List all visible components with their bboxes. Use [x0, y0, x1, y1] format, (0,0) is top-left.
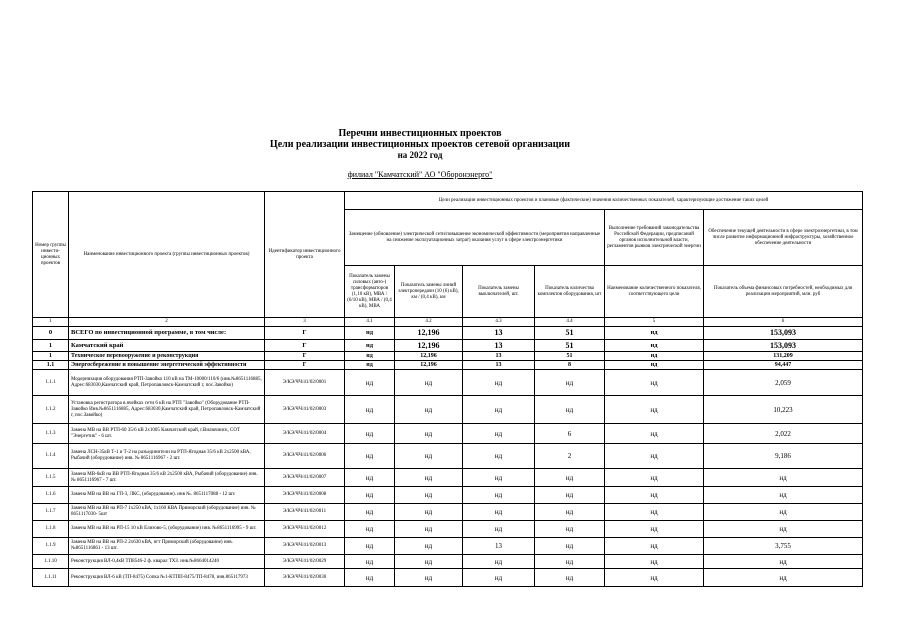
col-number: 4.1	[345, 318, 395, 327]
row-v6: нд	[704, 569, 863, 587]
row-v41: нд	[345, 469, 395, 487]
row-v42: 12,196	[395, 327, 463, 340]
table-row	[33, 555, 863, 569]
header-legislation: Выполнение требований законодательства Российской Федерации, предписаний органов исполнительной власти, регламентов рынков электрической энергии	[605, 210, 704, 266]
row-number: 0	[33, 327, 69, 340]
row-v42: 12,196	[395, 352, 463, 361]
row-v6: 94,447	[704, 361, 863, 370]
col-number: 5	[605, 318, 704, 327]
row-v5: нд	[605, 340, 704, 352]
row-v43: нд	[463, 396, 535, 424]
row-v6: 2,059	[704, 370, 863, 396]
row-identifier: Э/КЭ/ЧЧ/41/02/0006	[265, 444, 345, 469]
row-v42: 12,196	[395, 361, 463, 370]
row-v41: нд	[345, 361, 395, 370]
row-v5: нд	[605, 555, 704, 569]
row-identifier: Г	[265, 361, 345, 370]
row-identifier: Э/КЭ/ЧЧ/41/02/0004	[265, 424, 345, 444]
row-project-name: Замена МВ на ВВ на РП-7 1х250 кВА, 1х160 КВА Приморский (оборудование) инв. № 8651117030- 5шт	[69, 504, 265, 521]
col-number: 1	[33, 318, 69, 327]
header-group-no: Номер группы инвеcти-ционных проектов	[33, 192, 69, 318]
row-identifier: Э/КЭ/ЧЧ/41/02/0001	[265, 370, 345, 396]
row-v5: нд	[605, 504, 704, 521]
row-v42: нд	[395, 487, 463, 504]
row-project-name: Замена МВ на ВВ на РП-2 2х630 кВА, пгт Приморский (оборудование) инв. №8651116861 - 13 шт.	[69, 538, 265, 555]
row-v6: нд	[704, 469, 863, 487]
row-v6: 9,186	[704, 444, 863, 469]
col-number: 3	[265, 318, 345, 327]
row-v44: нд	[535, 396, 605, 424]
row-identifier: Г	[265, 340, 345, 352]
table-row	[33, 370, 863, 396]
row-project-name: Энергосбережение и повышение энергетической эффективности	[69, 361, 265, 370]
row-project-name: Замена МВ-6кВ на ВВ РТП-Ягодная 35/6 кВ 2х2500 кВА, Рыбачий (оборудование) инв. № 8651116967 - 7 шт.	[69, 469, 265, 487]
row-v5: нд	[605, 396, 704, 424]
row-project-name: Замена МВ на ВВ на РП-15 10 кВ Елизово-5, (оборудование) инв. №8651116995 - 9 шт.	[69, 521, 265, 538]
row-number: 1	[33, 340, 69, 352]
table-row	[33, 396, 863, 424]
row-v43: 13	[463, 352, 535, 361]
row-v42: нд	[395, 396, 463, 424]
row-v44: нд	[535, 555, 605, 569]
row-v43: нд	[463, 504, 535, 521]
row-project-name: Реконструкция ВЛ-6 кВ (ТП-8475) Сопка №1-КТПП-8475/ТП-8478, инв.865117973	[69, 569, 265, 587]
table-row	[33, 504, 863, 521]
row-v6: 153,093	[704, 340, 863, 352]
row-number: 1.1.7	[33, 504, 69, 521]
row-v41: нд	[345, 424, 395, 444]
row-v42: 12,196	[395, 340, 463, 352]
table-row	[33, 569, 863, 587]
table-row	[33, 469, 863, 487]
row-v43: 13	[463, 327, 535, 340]
col-number: 4.3	[463, 318, 535, 327]
row-number: 1.1.9	[33, 538, 69, 555]
row-project-name: Замена МВ на ВВ на ГП-3, ЛКС, (оборудование). инв №. 8651117088 - 12 шт.	[69, 487, 265, 504]
row-v43: нд	[463, 469, 535, 487]
row-v41: нд	[345, 538, 395, 555]
row-identifier: Э/КЭ/ЧЧ/41/02/0029	[265, 555, 345, 569]
header-sub-4-4: Показатель количества комплектов оборудования, шт	[535, 266, 605, 318]
row-v43: нд	[463, 487, 535, 504]
row-project-name: Камчатский край	[69, 340, 265, 352]
row-v42: нд	[395, 569, 463, 587]
col-number: 4.4	[535, 318, 605, 327]
row-v6: нд	[704, 487, 863, 504]
row-v42: нд	[395, 444, 463, 469]
row-v43: 13	[463, 538, 535, 555]
header-sub-4-1: Показатель замены силовых (авто-) трансформаторов (1,10 кВ), МВА / (6/10 кВ), МВА / (0,4 кВ), МВА	[345, 266, 395, 318]
row-number: 1.1.5	[33, 469, 69, 487]
row-number: 1.1.4	[33, 444, 69, 469]
row-project-name: Реконструкция ВЛ-0,4кВ ТП8546-2 ф. кварал ТХЗ. инв.№8664014240	[69, 555, 265, 569]
row-v5: нд	[605, 327, 704, 340]
row-v5: нд	[605, 370, 704, 396]
row-v41: нд	[345, 487, 395, 504]
row-v6: 3,755	[704, 538, 863, 555]
row-v43: 13	[463, 340, 535, 352]
header-sub-5: Наименование количественного показателя, соответствующего цели	[605, 266, 704, 318]
row-number: 1.1.6	[33, 487, 69, 504]
row-v5: нд	[605, 444, 704, 469]
row-v41: нд	[345, 340, 395, 352]
row-v6: нд	[704, 521, 863, 538]
row-v44: 51	[535, 327, 605, 340]
col-number: 6	[704, 318, 863, 327]
row-v44: нд	[535, 521, 605, 538]
col-number: 4.2	[395, 318, 463, 327]
row-identifier: Э/КЭ/ЧЧ/41/02/0008	[265, 487, 345, 504]
table-row	[33, 487, 863, 504]
header-sub-4-3: Показатель замены выключателей, шт.	[463, 266, 535, 318]
row-v44: 8	[535, 361, 605, 370]
row-v5: нд	[605, 469, 704, 487]
row-v41: нд	[345, 555, 395, 569]
row-v41: нд	[345, 569, 395, 587]
row-v44: 6	[535, 424, 605, 444]
row-project-name: Установка регистратора в ячейках сети 6 кВ на РТП "Завойко" (Оборудование РТП- Завойко Инв.№8651116885, Адрес:683030,Камчатский край, Петропавловск-Камчатский г, пос.Завойко)	[69, 396, 265, 424]
row-v42: нд	[395, 370, 463, 396]
row-number: 1.1.10	[33, 555, 69, 569]
row-v44: нд	[535, 504, 605, 521]
row-v6: 10,223	[704, 396, 863, 424]
row-v42: нд	[395, 521, 463, 538]
row-v43: нд	[463, 444, 535, 469]
row-v5: нд	[605, 487, 704, 504]
row-v6: 153,093	[704, 327, 863, 340]
row-v5: нд	[605, 352, 704, 361]
col-number: 2	[69, 318, 265, 327]
row-v5: нд	[605, 538, 704, 555]
row-v43: нд	[463, 569, 535, 587]
row-number: 1.1.11	[33, 569, 69, 587]
row-v6: 2,022	[704, 424, 863, 444]
header-sub-4-2: Показатель замены линий электропередачи (10 (6) кВ), км / (0,4 кВ), км	[395, 266, 463, 318]
summary-row	[33, 352, 863, 361]
header-goals: Цели реализации инвестиционных проектов и плановые (фактические) значения количественных показателей, характеризующие достижение таких целей	[345, 192, 863, 210]
row-number: 1.1.3	[33, 424, 69, 444]
row-v6: нд	[704, 555, 863, 569]
row-project-name: ВСЕГО по инвестиционной программе, в том числе:	[69, 327, 265, 340]
header-infrastructure: Обеспечение текущей деятельности в сфере электроэнергетики, в том числе развитие информационной инфраструктуры, хозяйственное обеспечение деятельности	[704, 210, 863, 266]
row-number: 1.1	[33, 361, 69, 370]
investment-projects-table	[32, 191, 863, 587]
row-identifier: Э/КЭ/ЧЧ/41/02/0012	[265, 521, 345, 538]
column-number-row	[33, 318, 863, 327]
row-v43: нд	[463, 424, 535, 444]
table-row	[33, 424, 863, 444]
row-identifier: Э/КЭ/ЧЧ/41/02/0011	[265, 504, 345, 521]
table-row	[33, 538, 863, 555]
table-row	[33, 521, 863, 538]
summary-row	[33, 340, 863, 352]
row-v44: нд	[535, 538, 605, 555]
row-v43: нд	[463, 521, 535, 538]
header-efficiency: Замещение (обновление) электрической сети/повышение экономической эффективности (мероприятия направленные на снижение эксплуатационных затрат) оказания услуг в сфере электроэнергетики	[345, 210, 605, 266]
row-identifier: Э/КЭ/ЧЧ/41/02/0013	[265, 538, 345, 555]
row-v44: 51	[535, 340, 605, 352]
row-v41: нд	[345, 327, 395, 340]
row-v41: нд	[345, 504, 395, 521]
row-number: 1.1.2	[33, 396, 69, 424]
summary-row	[33, 361, 863, 370]
row-project-name: Замена МВ на ВВ РТП-60 35/6 кВ 2х1005 Камчатский край, г.Вилючинск, СОТ "Энергетик" - 6 шт.	[69, 424, 265, 444]
document-title: Перечни инвестиционных проектов	[338, 128, 502, 139]
row-v6: нд	[704, 504, 863, 521]
row-v43: нд	[463, 555, 535, 569]
document-header	[0, 128, 840, 161]
row-v44: 2	[535, 444, 605, 469]
row-v5: нд	[605, 361, 704, 370]
row-v42: нд	[395, 555, 463, 569]
document-subtitle: Цели реализации инвестиционных проектов сетевой организации	[269, 139, 571, 150]
row-v44: нд	[535, 569, 605, 587]
document-year: на 2022 год	[397, 150, 443, 160]
row-identifier: Г	[265, 352, 345, 361]
row-v5: нд	[605, 569, 704, 587]
row-v43: 13	[463, 361, 535, 370]
row-v44: нд	[535, 487, 605, 504]
organization-name: филиал "Камчатский" АО "Оборонэнерго"	[347, 170, 493, 179]
row-v44: нд	[535, 469, 605, 487]
row-identifier: Г	[265, 327, 345, 340]
row-number: 1.1.1	[33, 370, 69, 396]
row-v42: нд	[395, 424, 463, 444]
table-row	[33, 444, 863, 469]
row-v41: нд	[345, 352, 395, 361]
row-project-name: Модернизация оборудования РТП-Завойко 110 кВ на ТМ-10000/110/6 (инв.№8651116885, Адрес:683030,Камчатский край, Петропавловск-Камчатский г, пос.Завойко)	[69, 370, 265, 396]
row-v42: нд	[395, 504, 463, 521]
row-v44: 51	[535, 352, 605, 361]
row-v41: нд	[345, 444, 395, 469]
row-v5: нд	[605, 521, 704, 538]
row-project-name: Замена ЛСН-35кВ Т-1 и Т-2 на разъединители на РТП-Ягодная 35/6 кВ 2х2500 кВА, Рыбачий (оборудование) инв. № 8651116967 - 2 шт.	[69, 444, 265, 469]
row-v42: нд	[395, 469, 463, 487]
row-v43: нд	[463, 370, 535, 396]
header-identifier: Идентификатор инвестиционного проекта	[265, 192, 345, 318]
row-identifier: Э/КЭ/ЧЧ/41/02/0007	[265, 469, 345, 487]
row-identifier: Э/КЭ/ЧЧ/41/02/0003	[265, 396, 345, 424]
header-project-name: Наименование инвестиционного проекта (группы инвестиционных проектов)	[69, 192, 265, 318]
row-v44: нд	[535, 370, 605, 396]
row-v41: нд	[345, 396, 395, 424]
row-v6: 131,209	[704, 352, 863, 361]
row-number: 1	[33, 352, 69, 361]
row-v5: нд	[605, 424, 704, 444]
row-number: 1.1.8	[33, 521, 69, 538]
summary-row	[33, 327, 863, 340]
row-identifier: Э/КЭ/ЧЧ/41/02/0030	[265, 569, 345, 587]
row-project-name: Техническое перевооружение и реконструкция	[69, 352, 265, 361]
row-v41: нд	[345, 370, 395, 396]
header-sub-6: Показатель объема финансовых потребностей, необходимых для реализации мероприятий, млн. руб	[704, 266, 863, 318]
row-v41: нд	[345, 521, 395, 538]
row-v42: нд	[395, 538, 463, 555]
